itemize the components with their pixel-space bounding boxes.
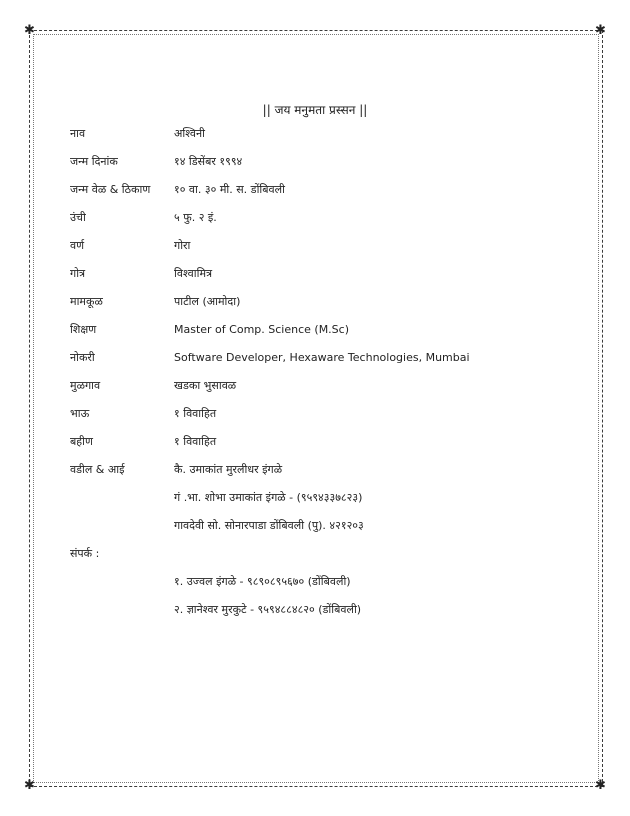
field-label: शिक्षण [70,323,97,336]
field-value: Master of Comp. Science (M.Sc) [174,323,350,336]
field-value: कै. उमाकांत मुरलीधर इंगळे [174,463,283,476]
field-value: ५ फु. २ इं. [174,211,217,224]
field-value: गं .भा. शोभा उमाकांत इंगळे - (९५९४३३७८२३) [174,491,363,504]
field-label: जन्म दिनांक [70,155,118,168]
field-label: जन्म वेळ & ठिकाण [70,183,151,196]
field-label: गोत्र [70,267,86,280]
field-label: वडील & आई [70,463,125,476]
field-value: १ विवाहित [174,407,217,420]
field-label: संपर्क : [70,547,100,560]
field-value: गोरा [174,239,191,252]
field-value: १० वा. ३० मी. स. डोंबिवली [174,183,285,196]
field-value: गावदेवी सो. सोनारपाडा डोंबिवली (पु). ४२१२०३ [174,519,364,532]
field-label: उंची [70,211,86,224]
field-value: १४ डिसेंबर १९९४ [174,155,243,168]
field-value: खडका भुसावळ [174,379,237,392]
field-label: भाऊ [70,407,90,420]
corner-ornament-icon: ✱ [595,23,606,38]
field-value: Software Developer, Hexaware Technologies, Mumbai [174,351,470,364]
field-value: अश्विनी [174,127,205,140]
field-value: विश्वामित्र [174,267,213,280]
field-label: वर्ण [70,239,85,252]
field-label: बहीण [70,435,93,448]
corner-ornament-icon: ✱ [24,23,35,38]
field-label: नाव [70,127,86,140]
field-label: मामकूळ [70,295,103,308]
field-label: मुळगाव [70,379,101,392]
field-label: नोकरी [70,351,95,364]
field-value: पाटील (आमोदा) [174,295,241,308]
corner-ornament-icon: ✱ [24,778,35,793]
page-title: || जय मनुमता प्रस्सन || [262,103,368,117]
corner-ornament-icon: ✱ [595,778,606,793]
field-value: २. ज्ञानेश्वर मुरकुटे - ९५९४८८४८२० (डोंबिवली) [174,603,362,616]
field-value: १ विवाहित [174,435,217,448]
page-border-inner [33,34,599,783]
field-value: १. उज्वल इंगळे - ९८९०८९५६७० (डोंबिवली) [174,575,351,588]
